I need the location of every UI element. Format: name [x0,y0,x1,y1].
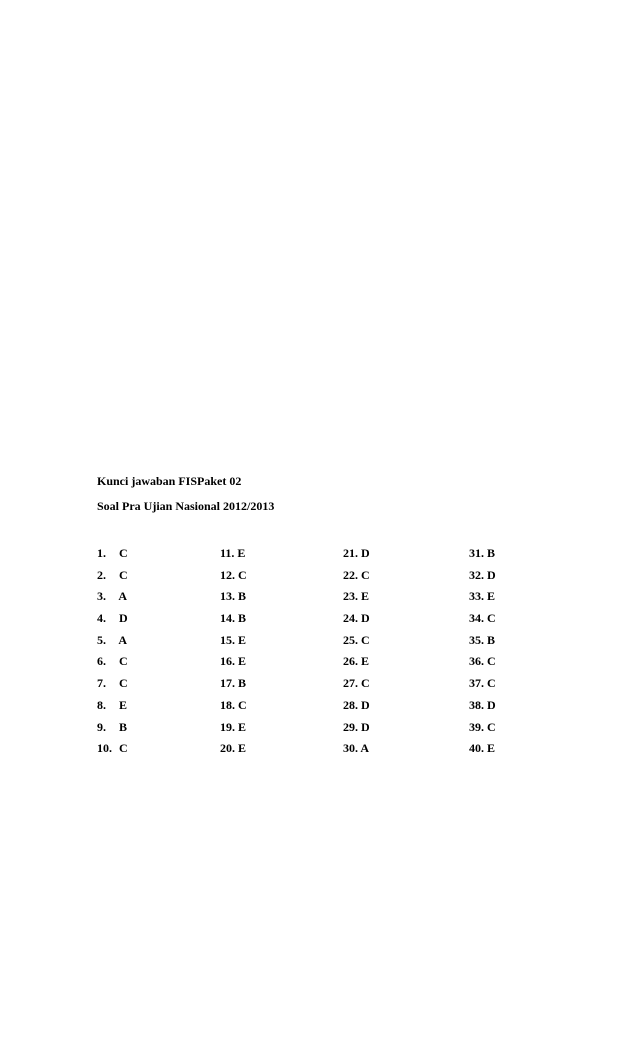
answer-letter: C [238,567,247,582]
answer-number: 33. [469,589,484,604]
answer-item [220,589,343,611]
answer-letter: D [361,611,370,626]
answer-item [469,589,517,611]
answer-letter: E [238,719,247,734]
answer-item [220,654,343,676]
answer-item [97,676,220,698]
answer-item [343,698,469,720]
answer-number: 36. [469,654,484,669]
answer-item [343,741,469,763]
answer-item [343,546,469,568]
answer-item [343,568,469,590]
answer-item [343,720,469,742]
answer-item [469,654,517,676]
answer-letter: D [361,719,370,734]
answer-number: 14. [220,611,235,626]
answer-number: 12. [220,567,235,582]
answer-item [97,720,220,742]
answer-item [469,546,517,568]
document-subtitle: Soal Pra Ujian Nasional 2012/2013 [97,499,275,513]
answer-letter: E [238,632,247,647]
answer-number: 4. [97,611,106,626]
answer-number: 22. [343,567,358,582]
answer-letter: B [487,546,496,560]
answer-number: 37. [469,676,484,691]
answer-letter: E [238,741,247,756]
answer-letter: E [361,589,370,604]
answer-letter: E [487,589,496,604]
answer-number: 29. [343,719,358,734]
answer-letter: B [119,719,128,734]
answer-item [220,568,343,590]
answer-item [469,720,517,742]
answer-number: 35. [469,632,484,647]
answer-letter: D [361,546,370,560]
answer-number: 7. [97,676,106,691]
answer-item [469,611,517,633]
answer-letter: C [119,546,128,560]
answer-letter: B [238,611,247,626]
answer-number: 28. [343,697,358,712]
answer-item [469,676,517,698]
answer-number: 5. [97,632,106,647]
answer-number: 26. [343,654,358,669]
answer-number: 8. [97,697,106,712]
answer-number: 1. [97,546,106,560]
answer-number: 24. [343,611,358,626]
answer-item [97,546,220,568]
answer-letter: E [361,654,370,669]
answer-item [220,633,343,655]
answer-number: 32. [469,567,484,582]
answer-item [469,633,517,655]
answer-letter: D [361,697,370,712]
answer-letter: C [361,632,370,647]
answer-number: 11. [220,546,235,560]
answer-item [220,546,343,568]
answer-letter: C [119,741,128,756]
answer-item [220,741,343,763]
answer-item [469,741,517,763]
answer-item [220,676,343,698]
answer-number: 10. [97,741,112,756]
answer-item [343,589,469,611]
answer-item [220,720,343,742]
answer-letter: C [361,676,370,691]
answer-number: 40. [469,741,484,756]
answer-number: 38. [469,697,484,712]
answer-number: 21. [343,546,358,560]
answer-letter: A [360,741,370,756]
answer-key-grid [97,546,517,763]
answer-item [343,654,469,676]
answer-number: 17. [220,676,235,691]
answer-number: 23. [343,589,358,604]
answer-number: 27. [343,676,358,691]
answer-letter: D [487,567,496,582]
answer-number: 9. [97,719,106,734]
answer-number: 3. [97,589,106,604]
answer-letter: C [487,611,496,626]
answer-letter: E [238,654,247,669]
answer-letter: C [487,719,496,734]
answer-item [220,611,343,633]
answer-number: 6. [97,654,106,669]
answer-number: 31. [469,546,484,560]
answer-number: 18. [220,697,235,712]
answer-item [469,568,517,590]
answer-number: 30. [343,741,358,756]
answer-number: 20. [220,741,235,756]
answer-number: 16. [220,654,235,669]
answer-letter: C [487,654,496,669]
answer-letter: B [238,676,247,691]
answer-number: 15. [220,632,235,647]
answer-item [97,589,220,611]
answer-item [97,633,220,655]
answer-number: 19. [220,719,235,734]
answer-item [97,698,220,720]
answer-letter: C [361,567,370,582]
answer-item [343,676,469,698]
answer-letter: E [487,741,496,756]
answer-item [343,611,469,633]
answer-number: 39. [469,719,484,734]
answer-letter: E [119,697,128,712]
answer-item [97,654,220,676]
answer-item [97,741,220,763]
answer-item [343,633,469,655]
answer-number: 34. [469,611,484,626]
answer-letter: B [487,632,496,647]
answer-letter: B [238,589,247,604]
document-title: Kunci jawaban FISPaket 02 [97,474,242,488]
answer-item [97,611,220,633]
answer-letter: E [237,546,246,560]
answer-letter: A [118,632,128,647]
answer-letter: D [119,611,128,626]
answer-letter: A [118,589,128,604]
answer-letter: C [238,697,247,712]
answer-letter: C [119,567,128,582]
answer-letter: C [119,654,128,669]
answer-number: 25. [343,632,358,647]
answer-number: 2. [97,567,106,582]
answer-letter: C [487,676,496,691]
answer-item [469,698,517,720]
answer-letter: C [119,676,128,691]
answer-item [220,698,343,720]
answer-number: 13. [220,589,235,604]
answer-letter: D [487,697,496,712]
answer-item [97,568,220,590]
